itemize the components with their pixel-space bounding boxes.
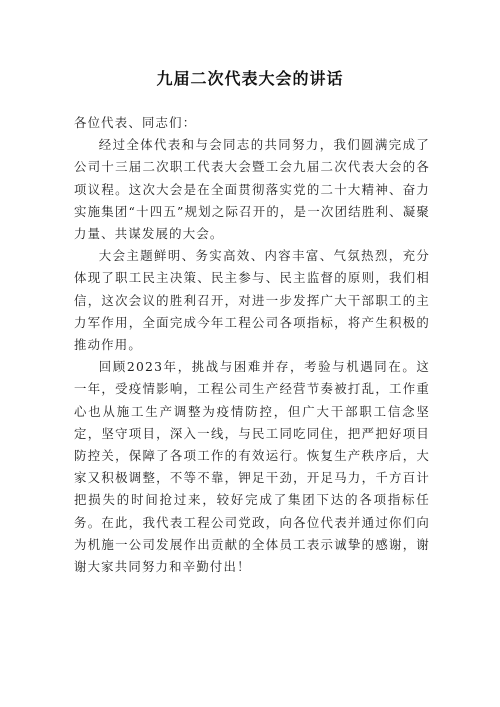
salutation: 各位代表、同志们： [74, 115, 197, 130]
paragraph-2: 大会主题鲜明、务实高效、内容丰富、气氛热烈，充分体现了职工民主决策、民主参与、民主监督的原则，我们相信，这次会议的胜利召开，对进一步发挥广大干部职工的主力军作用，全面完成今年工程公司各项指标，将产生积极的推动作用。 [74, 248, 430, 353]
paragraph-1: 经过全体代表和与会同志的共同努力，我们圆满完成了公司十三届二次职工代表大会暨工会九届二次代表大会的各项议程。这次大会是在全面贯彻落实党的二十大精神、奋力实施集团“十四五”规划之际召开的，是一次团结胜利、凝聚力量、共谋发展的大会。 [74, 137, 430, 242]
document-title: 九届二次代表大会的讲话 [156, 69, 344, 88]
paragraph-3: 回顾2023年，挑战与困难并存，考验与机遇同在。这一年，受疫情影响，工程公司生产经营节奏被打乱，工作重心也从施工生产调整为疫情防控，但广大干部职工信念坚定，坚守项目，深入一线，与民工同吃同住，把严把好项目防控关，保障了各项工作的有效运行。恢复生产秩序后，大家又积极调整，不等不靠，钾足干劲，开足马力，千方百计把损失的时间抢过来，较好完成了集团下达的各项指标任务。在此，我代表工程公司党政，向各位代表并通过你们向为机施一公司发展作出贡献的全体员工表示诚挚的感谢，谢谢大家共同努力和辛勤付出！ [74, 359, 430, 575]
document-body [74, 112, 430, 578]
